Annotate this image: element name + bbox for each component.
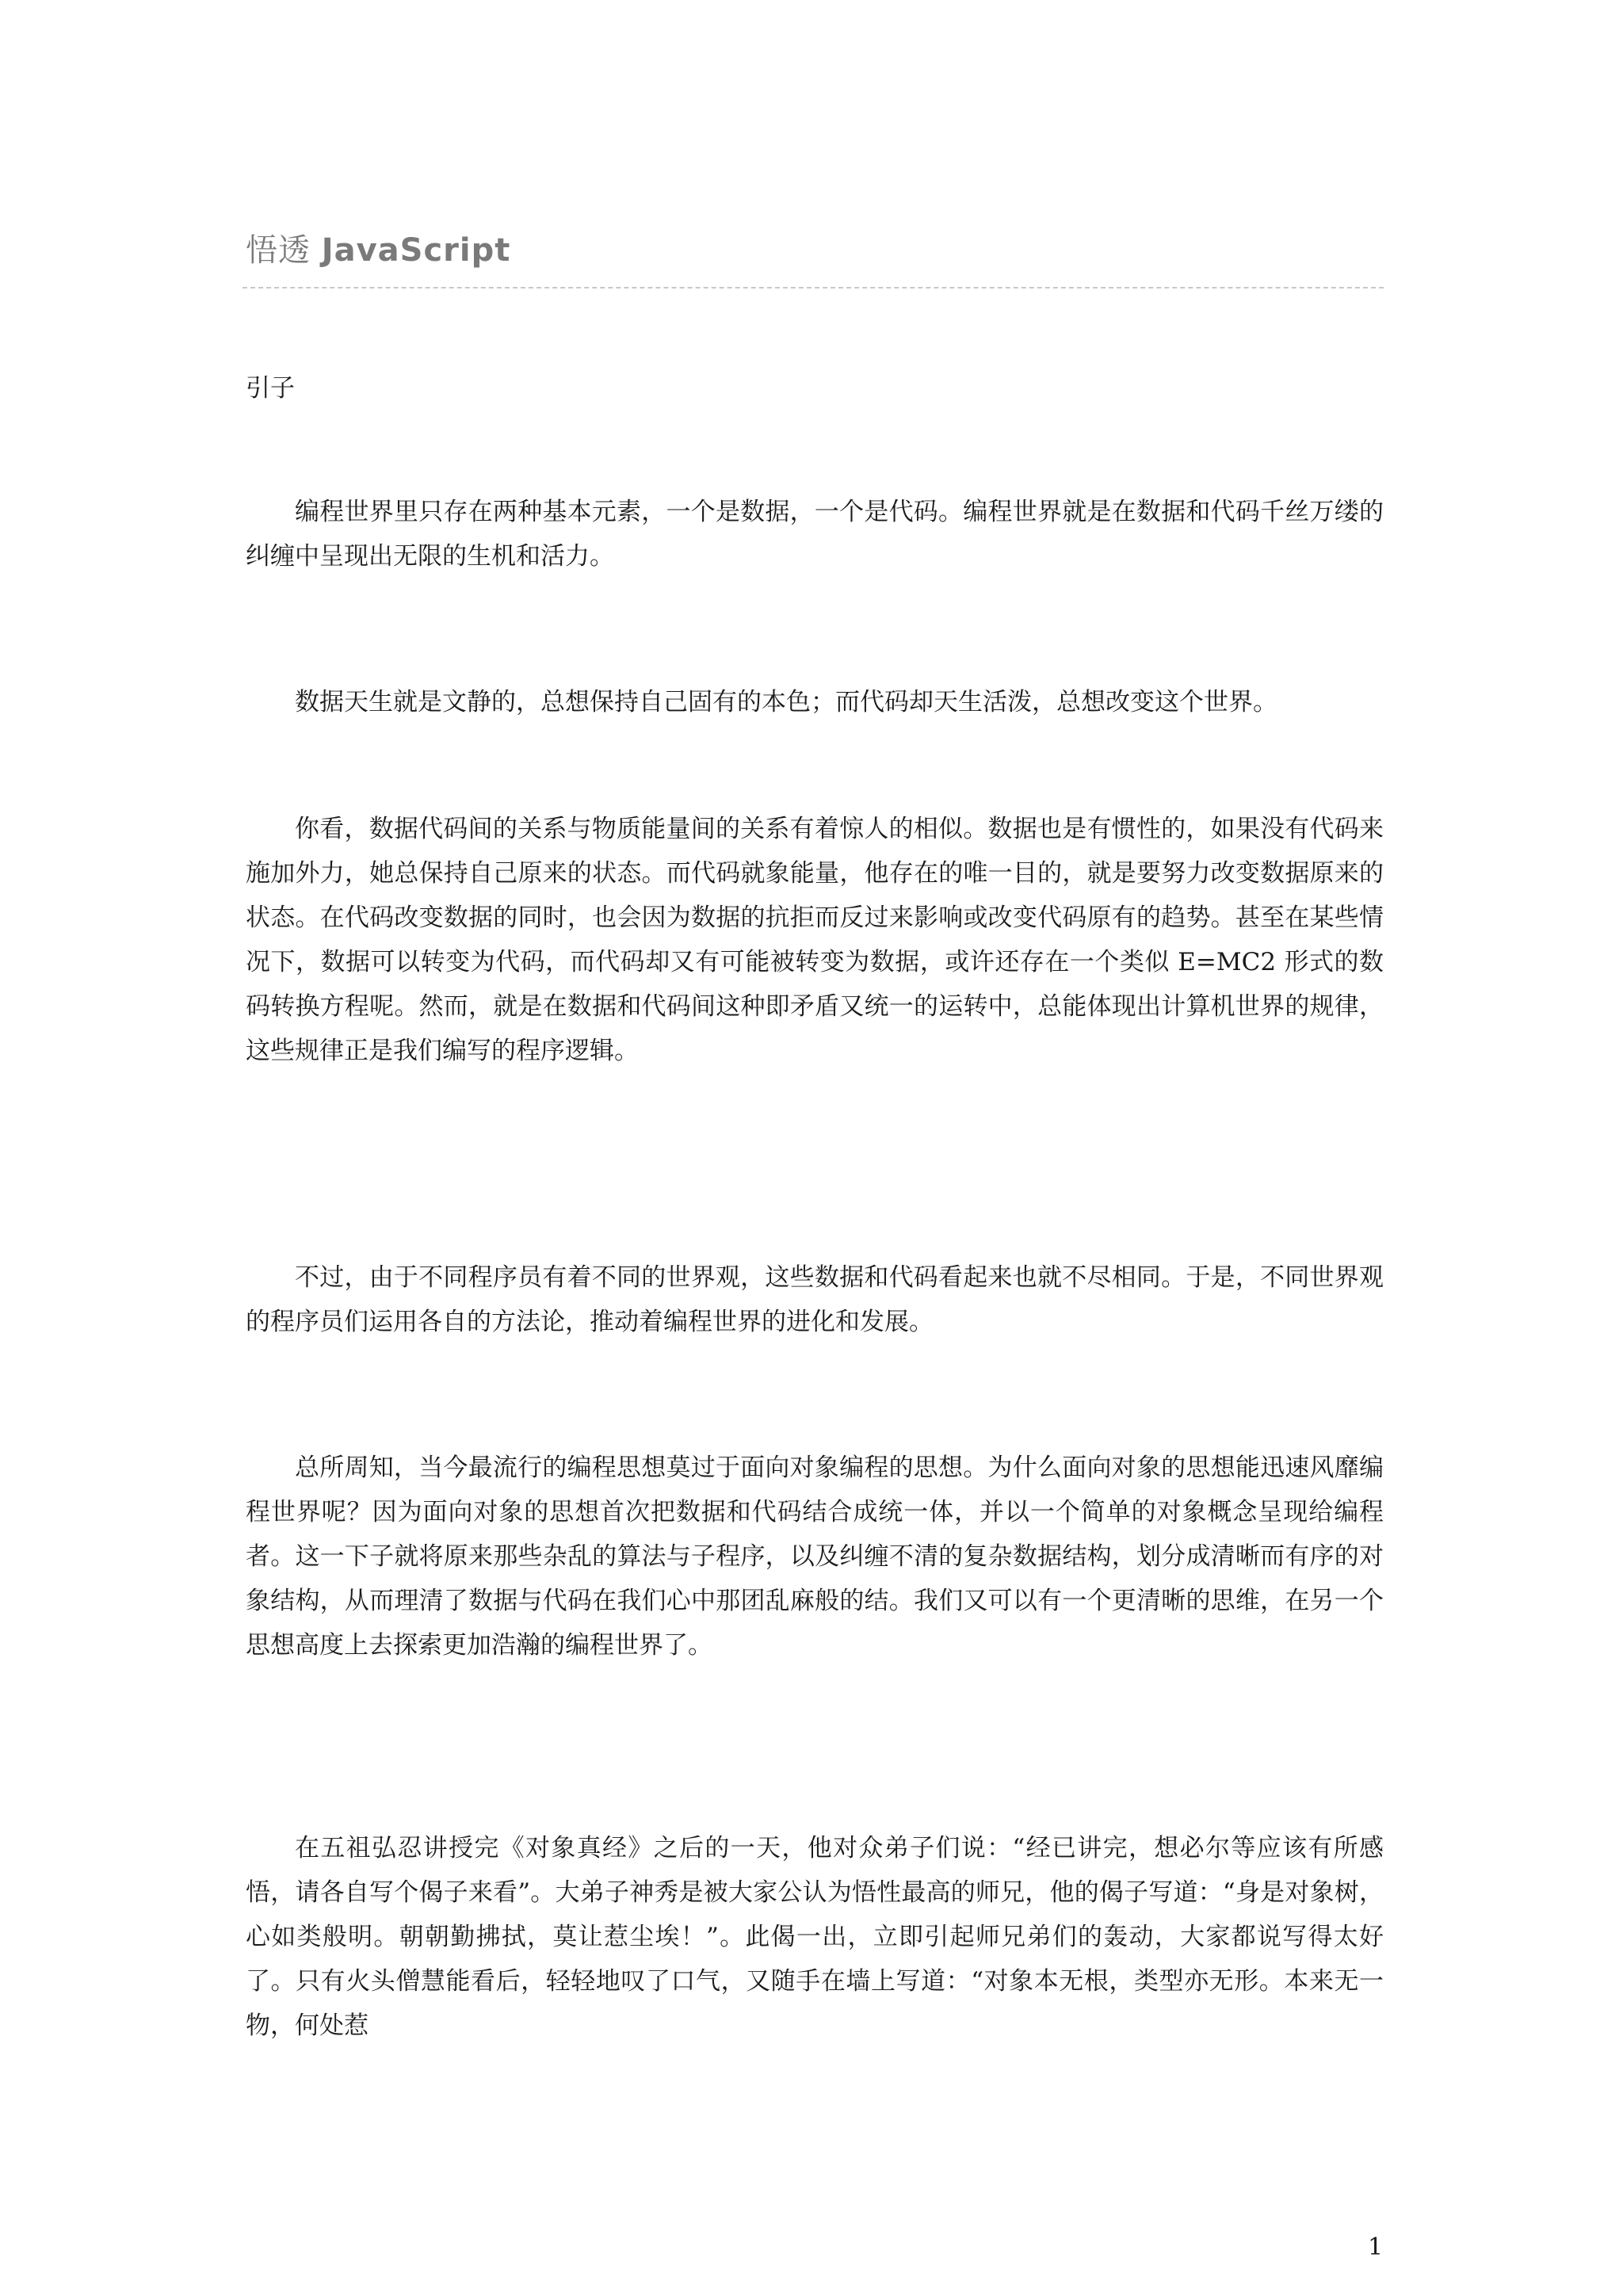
paragraph-2: 数据天生就是文静的，总想保持自己固有的本色；而代码却天生活泼，总想改变这个世界。 (295, 688, 1277, 716)
title-latin: JavaScript (321, 232, 511, 269)
paragraph-4: 不过，由于不同程序员有着不同的世界观，这些数据和代码看起来也就不尽相同。于是，不同世界观的程序员们运用各自的方法论，推动着编程世界的进化和发展。 (246, 1263, 1384, 1336)
page-number: 1 (1368, 2233, 1384, 2261)
section-heading: 引子 (246, 374, 295, 403)
document-title (246, 225, 510, 270)
title-cjk: 悟透 (246, 232, 311, 269)
title-divider (242, 287, 1384, 288)
paragraph-5: 总所周知，当今最流行的编程思想莫过于面向对象编程的思想。为什么面向对象的思想能迅速风靡编程世界呢？因为面向对象的思想首次把数据和代码结合成统一体，并以一个简单的对象概念呈现给编程者。这一下子就将原来那些杂乱的算法与子程序，以及纠缠不清的复杂数据结构，划分成清晰而有序的对象结构，从而理清了数据与代码在我们心中那团乱麻般的结。我们又可以有一个更清晰的思维，在另一个思想高度上去探索更加浩瀚的编程世界了。 (246, 1454, 1384, 1660)
paragraph-3: 你看，数据代码间的关系与物质能量间的关系有着惊人的相似。数据也是有惯性的，如果没有代码来施加外力，她总保持自己原来的状态。而代码就象能量，他存在的唯一目的，就是要努力改变数据原来的状态。在代码改变数据的同时，也会因为数据的抗拒而反过来影响或改变代码原有的趋势。甚至在某些情况下，数据可以转变为代码，而代码却又有可能被转变为数据，或许还存在一个类似 E=MC2 形式的数码转换方程呢。然而，就是在数据和代码间这种即矛盾又统一的运转中，总能体现出计算机世界的规律，这些规律正是我们编写的程序逻辑。 (246, 815, 1384, 1065)
paragraph-1: 编程世界里只存在两种基本元素，一个是数据，一个是代码。编程世界就是在数据和代码千丝万缕的纠缠中呈现出无限的生机和活力。 (246, 498, 1384, 571)
paragraph-6: 在五祖弘忍讲授完《对象真经》之后的一天，他对众弟子们说：“经已讲完，想必尔等应该有所感悟，请各自写个偈子来看”。大弟子神秀是被大家公认为悟性最高的师兄，他的偈子写道：“身是对象树，心如类般明。朝朝勤拂拭，莫让惹尘埃！”。此偈一出，立即引起师兄弟们的轰动，大家都说写得太好了。只有火头僧慧能看后，轻轻地叹了口气，又随手在墙上写道：“对象本无根，类型亦无形。本来无一物，何处惹 (246, 1834, 1384, 2040)
